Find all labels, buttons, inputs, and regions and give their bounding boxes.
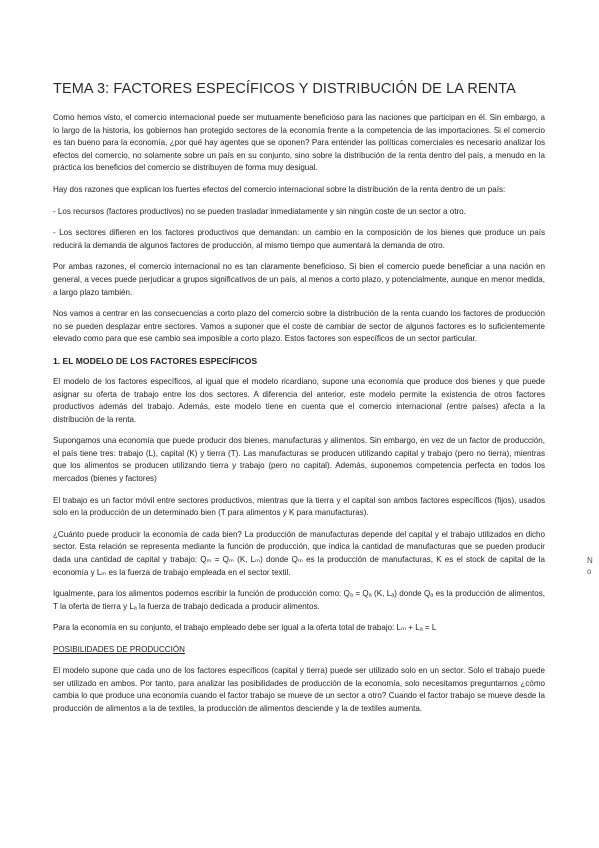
section-heading: 1. EL MODELO DE LOS FACTORES ESPECÍFICOS (53, 355, 258, 366)
bullet-resources: - Los recursos (factores productivos) no se pueden trasladar inmediatamente y sin ningún coste de un sector a otro. (53, 206, 466, 216)
paragraph-labor-total: Para la economía en su conjunto, el trabajo empleado debe ser igual a la oferta total de trabajo: Lₘ + Lₐ = L (53, 623, 437, 633)
paragraph-intro: Como hemos visto, el comercio internacional puede ser mutuamente beneficioso para las naciones que participan en él. Sin embargo, a lo largo de la historia, los gobiernos han protegido sectores de la economía frente a la competencia de las importaciones. Si el comercio es tan bueno para la economía, ¿por qué hay agentes que se oponen? Para entender las políticas comerciales es necesario analizar los efectos del comercio, no solamente sobre un país en su conjunto, sino sobre la distribución de la renta dentro del país, a menudo en la práctica los beneficios del comercio se distribuyen de forma muy desigual. (53, 113, 545, 173)
side-char-2: o (587, 567, 592, 576)
paragraph-reasons: Hay dos razones que explican los fuertes efectos del comercio internacional sobre la distribución de la renta dentro de un país: (53, 184, 506, 194)
paragraph-production-function: ¿Cuánto puede producir la economía de cada bien? La producción de manufacturas depende del capital y el trabajo utilizados en dicho sector. Esta relación se representa mediante la función de producción, que indica la cantidad de manufacturas que se pueden producir dada una cantidad de capital y trabajo: Qₘ = Qₘ (K, Lₘ) donde Qₘ es la producción de manufacturas, K es el stock de capital de la economía y Lₘ es la fuerza de trabajo empleada en el sector textil. (53, 529, 545, 577)
paragraph-food-function: Igualmente, para los alimentos podemos escribir la función de producción como: Qₐ = Qₐ (K, Lₐ) donde Qₐ es la producción de alimentos, T la oferta de tierra y Lₐ la fuerza de trabajo dedicada a producir alimentos. (53, 589, 545, 611)
side-margin-text (587, 555, 599, 577)
subheading-production-possibilities: POSIBILIDADES DE PRODUCCIÓN (53, 645, 185, 654)
paragraph-model: El modelo de los factores específicos, al igual que el modelo ricardiano, supone una economía que produce dos bienes y que puede asignar su oferta de trabajo entre los dos sectores. A diferencia del anterior, este modelo permite la existencia de otros factores productivos además del trabajo. Además, este modelo tiene en cuenta que el comercio internacional (entre países) afecta a la distribución de la renta. (53, 376, 545, 424)
paragraph-economy: Supongamos una economía que puede producir dos bienes, manufacturas y alimentos. Sin embargo, en vez de un factor de producción, el país tiene tres: trabajo (L), capital (K) y tierra (T). Las manufacturas se producen utilizando capital y trabajo (pero no tierra), mientras que los alimentos se producen utilizando tierra y trabajo (pero no capital). Además, suponemos competencia perfecta en todos los mercados (bienes y factores) (53, 436, 545, 484)
paragraph-short-term: Nos vamos a centrar en las consecuencias a corto plazo del comercio sobre la distribución de la renta cuando los factores de producción no se pueden desplazar entre sectores. Vamos a suponer que el coste de cambiar de sector de algunos factores es lo suficientemente elevado como para que ese cambio sea imposible a corto plazo. Estos factores son específicos de un sector particular. (53, 309, 545, 344)
paragraph-labor-mobile: El trabajo es un factor móvil entre sectores productivos, mientras que la tierra y el capital son ambos factores específicos (fijos), usados solo en la producción de un determinado bien (T para alimentos y K para manufacturas). (53, 495, 545, 518)
side-char-1: N (587, 556, 593, 565)
bullet-sectors: - Los sectores difieren en los factores productivos que demandan: un cambio en la composición de los bienes que produce un país reducirá la demanda de algunos factores de producción, al mismo tiempo que aumentará la demanda de otro. (53, 228, 545, 250)
paragraph-both-reasons: Por ambas razones, el comercio internacional no es tan claramente beneficioso. Si bien el comercio puede beneficiar a una nación en general, a veces puede perjudicar a grupos significativos de un país, al menos a corto plazo, y potencialmente, aunque en menor medida, a largo plazo también. (53, 262, 545, 297)
document-title: TEMA 3: FACTORES ESPECÍFICOS Y DISTRIBUCIÓN DE LA RENTA (53, 81, 516, 97)
paragraph-possibilities: El modelo supone que cada uno de los factores específicos (capital y tierra) puede ser utilizado solo en un sector. Solo el trabajo puede ser utilizado en ambos. Por tanto, para analizar las posibilidades de producción de la economía, solo necesitamos preguntarnos ¿cómo cambia lo que produce una economía cuando el factor trabajo se mueve de un sector a otro? Cuando el factor trabajo se mueve desde la producción de alimentos a la de textiles, la producción de alimentos desciende y la de textiles aumenta. (53, 666, 545, 713)
document-body (53, 80, 545, 724)
